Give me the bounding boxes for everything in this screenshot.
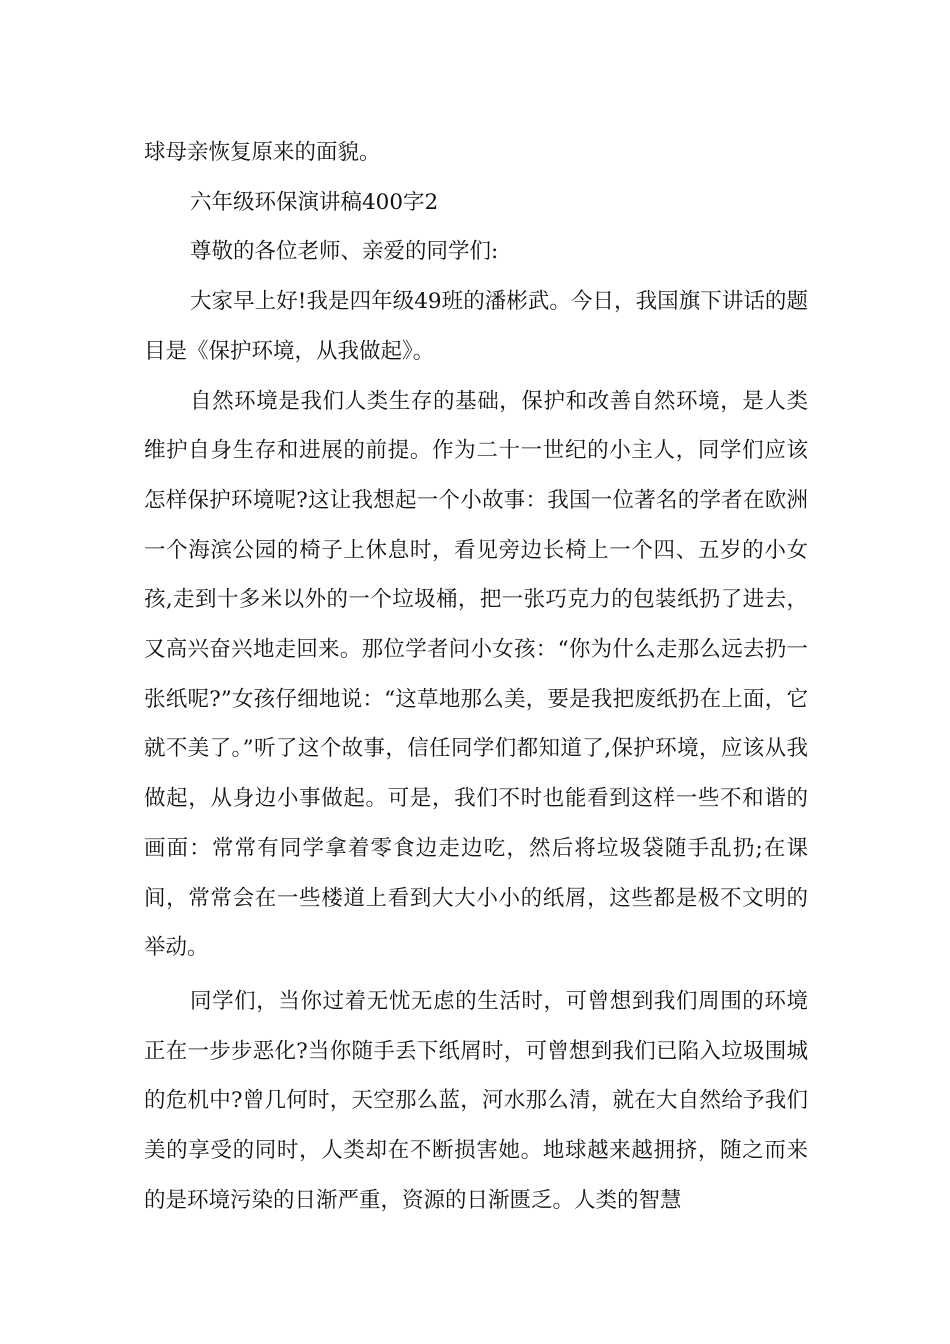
paragraph-greeting: 大家早上好!我是四年级49班的潘彬武。今日，我国旗下讲话的题目是《保护环境，从我做起》。	[144, 289, 808, 364]
salutation: 尊敬的各位老师、亲爱的同学们:	[190, 239, 499, 265]
paragraph-continuation: 球母亲恢复原来的面貌。	[144, 140, 381, 165]
document-body	[144, 128, 808, 1225]
paragraph-environment: 同学们，当你过着无忧无虑的生活时，可曾想到我们周围的环境正在一步步恶化?当你随手丢下纸屑时，可曾想到我们已陷入垃圾围城的危机中?曾几何时，天空那么蓝，河水那么清，就在大自然给予我们美的享受的同时，人类却在不断损害她。地球越来越拥挤，随之而来的是环境污染的日渐严重，资源的日渐匮乏。人类的智慧	[144, 988, 808, 1213]
section-heading: 六年级环保演讲稿400字2	[190, 189, 439, 215]
paragraph-story: 自然环境是我们人类生存的基础，保护和改善自然环境，是人类维护自身生存和进展的前提。作为二十一世纪的小主人，同学们应该怎样保护环境呢?这让我想起一个小故事：我国一位著名的学者在欧洲一个海滨公园的椅子上休息时，看见旁边长椅上一个四、五岁的小女孩,走到十多米以外的一个垃圾桶，把一张巧克力的包装纸扔了进去，又高兴奋兴地走回来。那位学者问小女孩：“你为什么走那么远去扔一张纸呢?”女孩仔细地说：“这草地那么美，要是我把废纸扔在上面，它就不美了。”听了这个故事，信任同学们都知道了,保护环境，应该从我做起，从身边小事做起。可是，我们不时也能看到这样一些不和谐的画面：常常有同学拿着零食边走边吃，然后将垃圾袋随手乱扔;在课间，常常会在一些楼道上看到大大小小的纸屑，这些都是极不文明的举动。	[144, 388, 808, 961]
